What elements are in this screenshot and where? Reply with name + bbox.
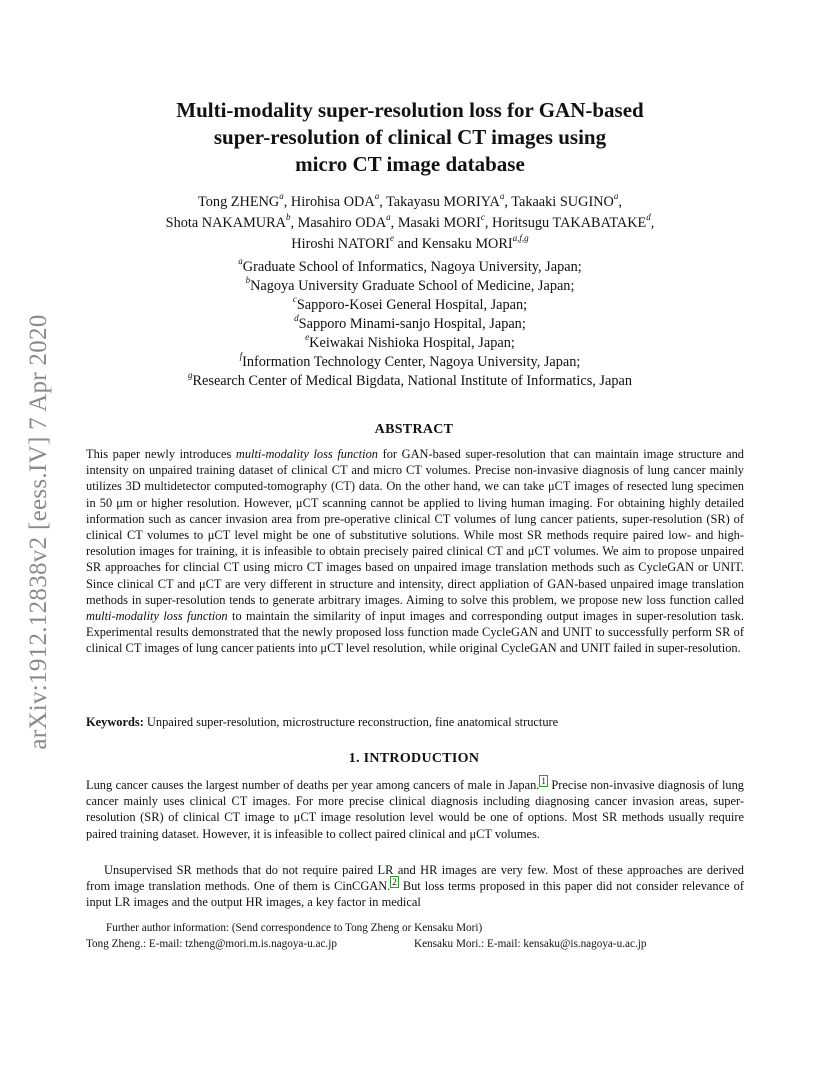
title-line: micro CT image database bbox=[295, 152, 525, 176]
affiliation: $^c$Sapporo-Kosei General Hospital, Japan; bbox=[292, 294, 528, 313]
affiliation: $^b$Nagoya University Graduate School of Medicine, Japan; bbox=[245, 275, 575, 294]
arxiv-sidebar bbox=[18, 292, 60, 772]
footnote bbox=[86, 920, 744, 952]
author-line: Tong ZHENG$^a$, Hirohisa ODA$^a$, Takayasu MORIYA$^a$, Takaaki SUGINO$^a$, bbox=[198, 191, 622, 210]
affiliation: $^a$Graduate School of Informatics, Nagoya University, Japan; bbox=[238, 256, 582, 275]
arxiv-identifier: arXiv:1912.12838v2 [eess.IV] 7 Apr 2020 bbox=[25, 314, 52, 750]
citation-link[interactable]: 2 bbox=[392, 877, 397, 888]
author-line: Hiroshi NATORI$^e$ and Kensaku MORI$^{a,f,g}$ bbox=[291, 233, 529, 252]
intro-paragraph: Unsupervised SR methods that do not require paired LR and HR images are very few. Most of these approaches are derived from image translation methods. One of them is CinCGAN. $^2$ But loss terms proposed in this paper did not consider relevance of input LR images and the output HR images, a key factor in medical bbox=[86, 863, 744, 910]
keywords bbox=[86, 714, 744, 730]
affiliation: $^g$Research Center of Medical Bigdata, National Institute of Informatics, Japan bbox=[188, 370, 632, 389]
keywords-text: Unpaired super-resolution, microstructure reconstruction, fine anatomical structure bbox=[143, 715, 559, 729]
keywords-label: Keywords: bbox=[86, 715, 144, 729]
paper-title bbox=[100, 97, 720, 178]
footnote-emails bbox=[86, 936, 744, 952]
affiliation: $^d$Sapporo Minami-sanjo Hospital, Japan; bbox=[294, 313, 526, 332]
author-list bbox=[90, 192, 730, 255]
footnote-line: Further author information: (Send correspondence to Tong Zheng or Kensaku Mori) bbox=[106, 922, 483, 934]
abstract-body: This paper newly introduces multi-modality loss function for GAN-based super-resolution that can maintain image structure and intensity on unpaired training dataset of clinical CT and micro CT volumes. Precise non-invasive diagnosis of lung cancer mainly utilizes 3D multidetector computed-tomography (CT) data. On the other hand, we can take μCT images of resected lung specimen in 50 μm or higher resolution. However, μCT scanning cannot be applied to living human imaging. For obtaining highly detailed information such as cancer invasion area from pre-operative clinical CT volumes of lung cancer patients, super-resolution (SR) of clinical CT volumes to μCT level might be one of substitutive solutions. While most SR methods require paired low- and high-resolution images for training, it is infeasible to obtain precisely paired clinical CT and μCT volumes. We aim to propose unpaired SR approaches for clincial CT using micro CT images based on unpaired image translation methods such as CycleGAN or UNIT. Since clinical CT and μCT are very different in structure and intensity, direct appliation of GAN-based unpaired image translation methods in super-resolution tends to generate arbitrary images. Aiming to solve this problem, we propose new loss function called multi-modality loss function to maintain the similarity of input images and corresponding output images in super-resolution task. Experimental results demonstrated that the newly proposed loss function made CycleGAN and UNIT to successfully perform SR of clinical CT images of lung cancer patients into μCT level resolution, while original CycleGAN and UNIT failed in super-resolution. bbox=[86, 447, 745, 656]
intro-paragraph: Lung cancer causes the largest number of deaths per year among cancers of male in Japan. $^1$ Precise non-invasive diagnosis of lung cancer mainly uses clinical CT images. For more precise clinical diagnosis including diagnosing cancer invasion areas, super-resolution (SR) of clinical CT image to μCT image resolution level would be one of options. Most SR methods usually require paired training dataset. However, it is infeasible to collect paired clinical and μCT volumes. bbox=[86, 775, 744, 841]
affiliation: $^e$Keiwakai Nishioka Hospital, Japan; bbox=[305, 332, 515, 351]
affiliation-list bbox=[90, 258, 730, 391]
title-line: Multi-modality super-resolution loss for GAN-based bbox=[176, 98, 644, 122]
footnote-email-right: Kensaku Mori.: E-mail: kensaku@is.nagoya-u.ac.jp bbox=[414, 938, 647, 950]
author-line: Shota NAKAMURA$^b$, Masahiro ODA$^a$, Masaki MORI$^c$, Horitsugu TAKABATAKE$^d$, bbox=[165, 212, 655, 231]
affiliation: $^f$Information Technology Center, Nagoya University, Japan; bbox=[239, 351, 581, 370]
section-heading-introduction: 1. INTRODUCTION bbox=[348, 751, 480, 766]
abstract-heading: ABSTRACT bbox=[374, 422, 454, 437]
citation-link[interactable]: 1 bbox=[541, 775, 546, 786]
title-line: super-resolution of clinical CT images using bbox=[213, 125, 607, 149]
footnote-email-left: Tong Zheng.: E-mail: tzheng@mori.m.is.nagoya-u.ac.jp bbox=[86, 938, 337, 950]
